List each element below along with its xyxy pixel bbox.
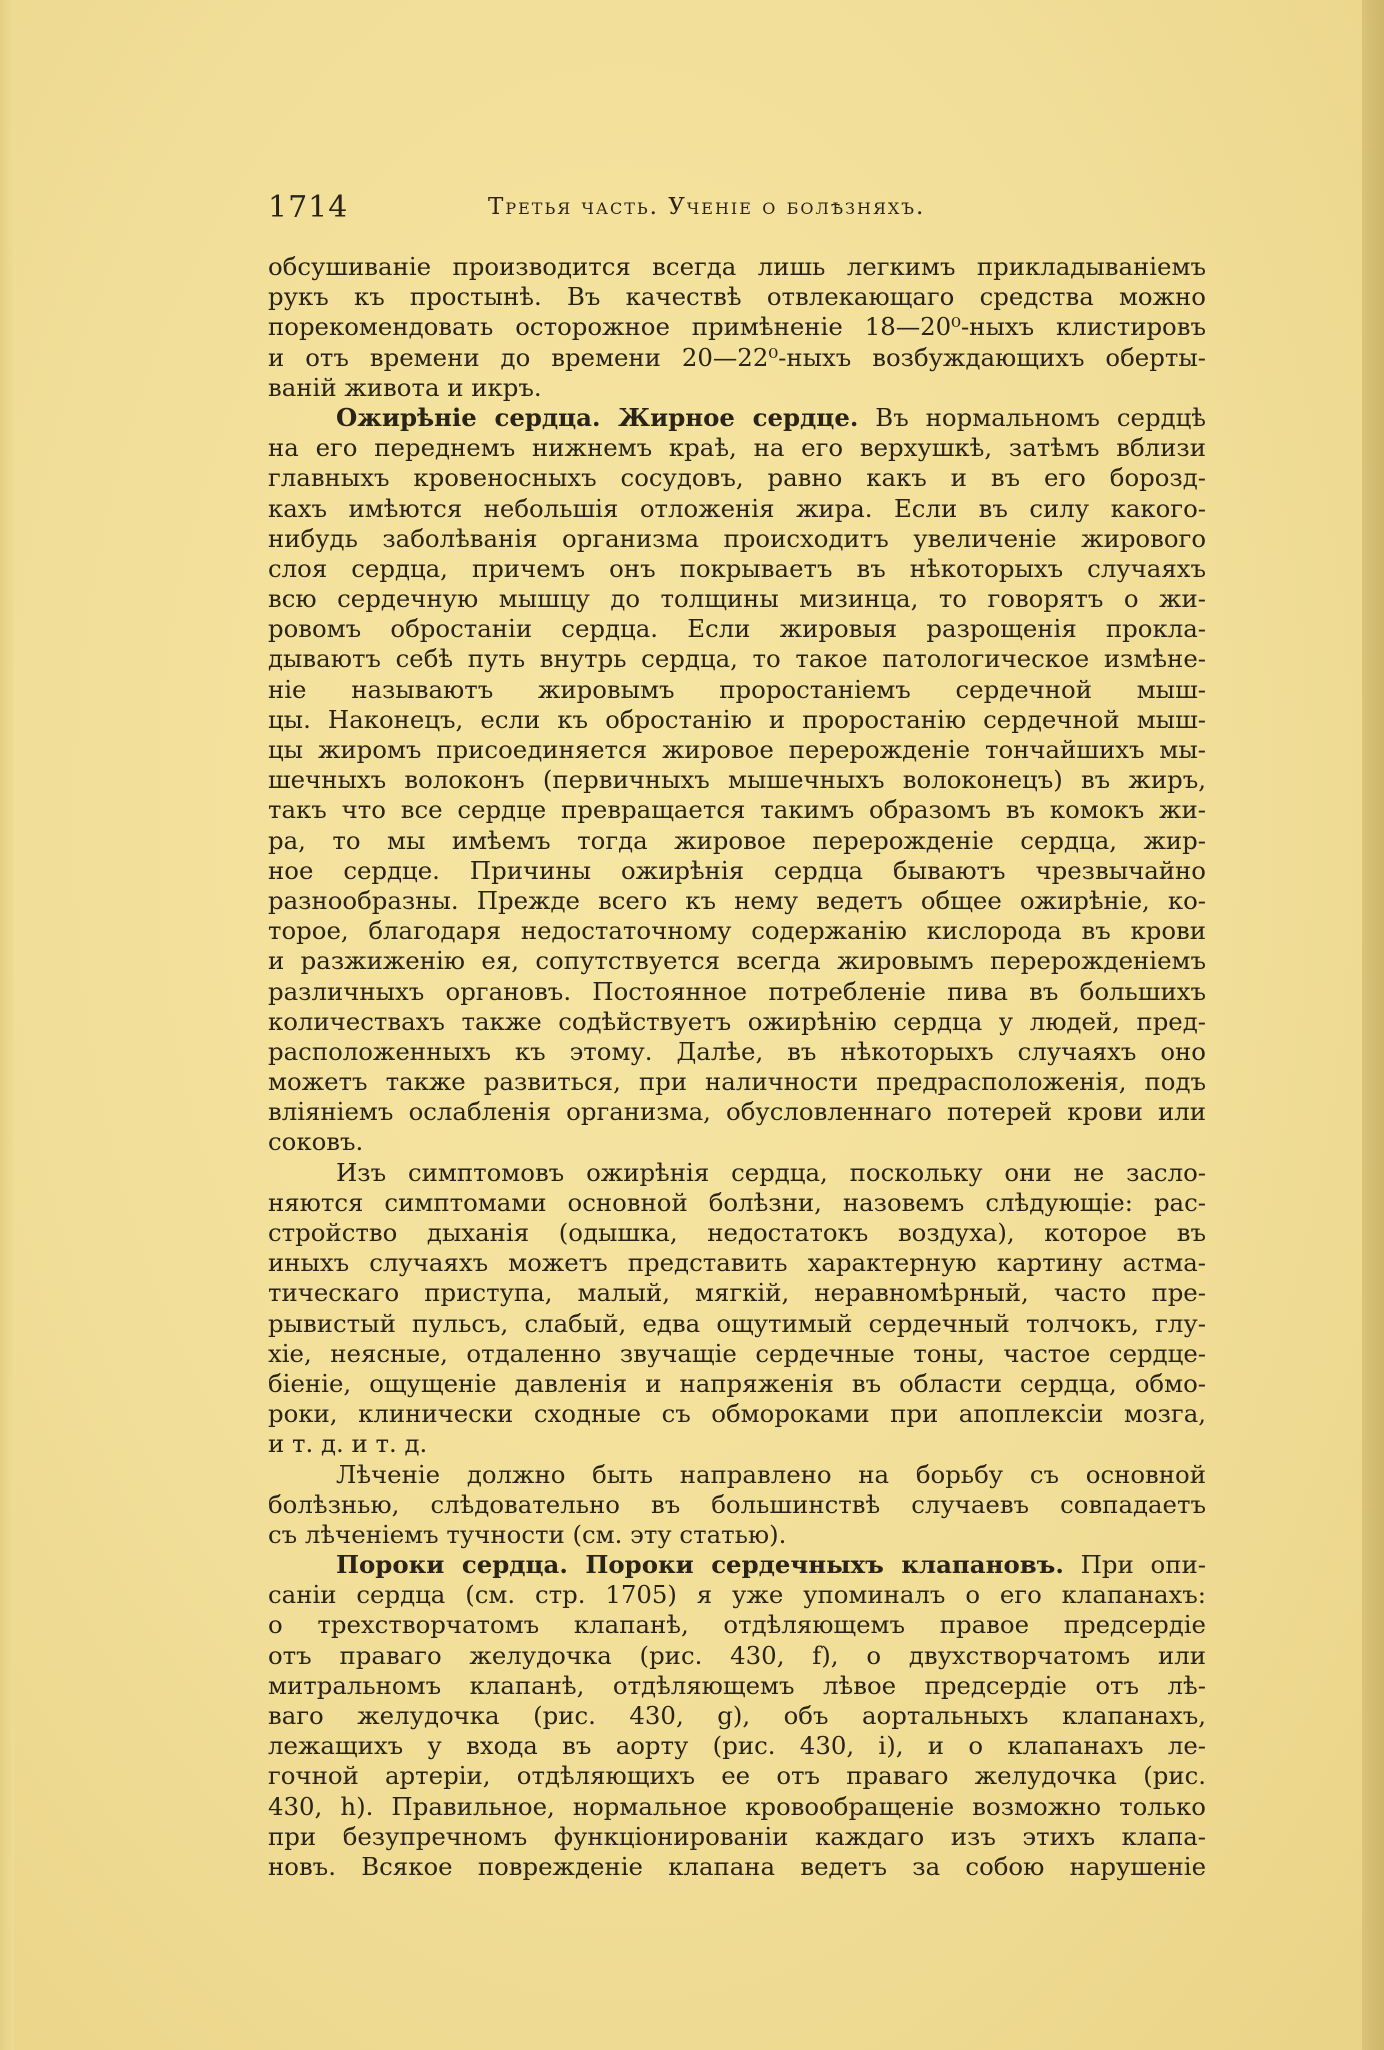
text-line xyxy=(268,282,1206,312)
text-line xyxy=(268,524,1206,554)
running-head: Третья часть. Ученіе о болѣзняхъ. xyxy=(488,194,926,220)
line-text: соковъ. xyxy=(268,1127,364,1157)
line-text: хіе, неясные, отдаленно звучащіе сердечные тоны, частое сердце- xyxy=(268,1338,1206,1368)
section-heading: Пороки сердца. Пороки сердечныхъ клапановъ. xyxy=(336,1550,1064,1580)
text-line xyxy=(268,1429,1206,1459)
text-line xyxy=(268,1218,1206,1248)
text-line xyxy=(268,614,1206,644)
line-text: стройство дыханія (одышка, недостатокъ воздуха), которое въ xyxy=(268,1218,1206,1247)
text-line xyxy=(268,252,1206,282)
line-text: ра, то мы имѣемъ тогда жировое перерожденіе сердца, жир- xyxy=(268,825,1206,855)
line-text: и разжиженію ея, сопутствуется всегда жировымъ перерожденіемъ xyxy=(268,946,1206,976)
line-text: на его переднемъ нижнемъ краѣ, на его верхушкѣ, затѣмъ вблизи xyxy=(268,433,1206,463)
text-line xyxy=(268,1701,1206,1731)
text-line xyxy=(268,433,1206,463)
line-text: ніе называютъ жировымъ проростаніемъ сердечной мыш- xyxy=(268,674,1206,704)
line-text: порекомендовать осторожное примѣненіе 18—20⁰-ныхъ клистировъ xyxy=(268,312,1206,342)
line-text: лежащихъ у входа въ аорту (рис. 430, i), и о клапанахъ ле- xyxy=(268,1731,1206,1761)
line-text: ровомъ обростаніи сердца. Если жировыя разрощенія прокла- xyxy=(268,614,1206,644)
text-line xyxy=(268,1610,1206,1640)
text-line xyxy=(268,1278,1206,1308)
line-text: дываютъ себѣ путь внутрь сердца, то такое патологическое измѣне- xyxy=(268,644,1206,674)
text-line xyxy=(268,1490,1206,1520)
line-text: болѣзнью, слѣдовательно въ большинствѣ случаевъ совпадаетъ xyxy=(268,1489,1206,1519)
page-header xyxy=(268,190,1208,226)
page-number: 1714 xyxy=(268,190,349,225)
text-line xyxy=(268,886,1206,916)
text-line xyxy=(268,1550,1206,1580)
text-line xyxy=(268,1067,1206,1097)
line-text: При опи- xyxy=(1063,1550,1206,1580)
line-text: количествахъ также содѣйствуетъ ожирѣнію сердца у людей, пред- xyxy=(268,1006,1206,1036)
line-text: ваній живота и икръ. xyxy=(268,372,542,402)
line-text: нибудь заболѣванія организма происходитъ увеличеніе жирового xyxy=(268,523,1206,553)
line-text: тическаго приступа, малый, мягкій, неравномѣрный, часто пре- xyxy=(268,1278,1206,1308)
line-text: вліяніемъ ослабленія организма, обусловленнаго потерей крови или xyxy=(268,1097,1206,1127)
line-text: различныхъ органовъ. Постоянное потребленіе пива въ большихъ xyxy=(268,976,1206,1006)
line-text: Изъ симптомовъ ожирѣнія сердца, поскольку они не засло- xyxy=(336,1157,1206,1187)
text-line xyxy=(268,735,1206,765)
line-text: цы жиромъ присоединяется жировое перерожденіе тончайшихъ мы- xyxy=(268,735,1206,764)
text-line xyxy=(268,554,1206,584)
text-line xyxy=(268,1007,1206,1037)
body-text xyxy=(268,252,1206,1882)
line-text: главныхъ кровеносныхъ сосудовъ, равно какъ и въ его борозд- xyxy=(268,463,1206,493)
line-text: новъ. Всякое поврежденіе клапана ведетъ за собою нарушеніе xyxy=(268,1851,1206,1881)
text-line xyxy=(268,584,1206,614)
line-text: съ лѣченіемъ тучности (см. эту статью). xyxy=(268,1519,787,1549)
line-text: о трехстворчатомъ клапанѣ, отдѣляющемъ правое предсердіе xyxy=(268,1610,1206,1640)
line-text: рывистый пульсъ, слабый, едва ощутимый сердечный толчокъ, глу- xyxy=(268,1308,1206,1338)
line-text: митральномъ клапанѣ, отдѣляющемъ лѣвое предсердіе отъ лѣ- xyxy=(268,1670,1206,1700)
line-text: роки, клинически сходные съ обмороками при апоплексіи мозга, xyxy=(268,1399,1206,1429)
text-line xyxy=(268,1731,1206,1761)
line-text: иныхъ случаяхъ можетъ представить характерную картину астма- xyxy=(268,1248,1206,1278)
text-line xyxy=(268,494,1206,524)
line-text: рукъ къ простынѣ. Въ качествѣ отвлекающаго средства можно xyxy=(268,282,1206,312)
text-line xyxy=(268,644,1206,674)
text-line xyxy=(268,795,1206,825)
text-line xyxy=(268,373,1206,403)
text-line xyxy=(268,1369,1206,1399)
line-text: торое, благодаря недостаточному содержанію кислорода въ крови xyxy=(268,916,1206,946)
text-line xyxy=(268,1339,1206,1369)
line-text: разнообразны. Прежде всего къ нему ведетъ общее ожирѣніе, ко- xyxy=(268,885,1206,915)
text-line xyxy=(268,1158,1206,1188)
line-text: слоя сердца, причемъ онъ покрываетъ въ нѣкоторыхъ случаяхъ xyxy=(268,553,1206,583)
text-line xyxy=(268,946,1206,976)
text-line xyxy=(268,463,1206,493)
text-line xyxy=(268,916,1206,946)
text-line xyxy=(268,1641,1206,1671)
line-text: шечныхъ волоконъ (первичныхъ мышечныхъ волоконецъ) въ жиръ, xyxy=(268,765,1206,795)
text-line xyxy=(268,403,1206,433)
text-line xyxy=(268,675,1206,705)
line-text: и т. д. и т. д. xyxy=(268,1429,428,1459)
line-text: обсушиваніе производится всегда лишь легкимъ прикладываніемъ xyxy=(268,252,1206,281)
text-line xyxy=(268,343,1206,373)
line-text: можетъ также развиться, при наличности предрасположенія, подъ xyxy=(268,1067,1206,1097)
page-edge-right xyxy=(1362,0,1384,2050)
line-text: біеніе, ощущеніе давленія и напряженія въ области сердца, обмо- xyxy=(268,1368,1206,1398)
text-line xyxy=(268,1399,1206,1429)
line-text: отъ праваго желудочка (рис. 430, f), о двухстворчатомъ или xyxy=(268,1640,1206,1670)
text-line xyxy=(268,1761,1206,1791)
text-line xyxy=(268,1520,1206,1550)
line-text: ное сердце. Причины ожирѣнія сердца бываютъ чрезвычайно xyxy=(268,855,1206,885)
line-text: саніи сердца (см. стр. 1705) я уже упоминалъ о его клапанахъ: xyxy=(268,1580,1206,1610)
text-line xyxy=(268,1792,1206,1822)
line-text: расположенныхъ къ этому. Далѣе, въ нѣкоторыхъ случаяхъ оно xyxy=(268,1036,1206,1066)
line-text: и отъ времени до времени 20—22⁰-ныхъ возбуждающихъ оберты- xyxy=(268,342,1206,372)
text-line xyxy=(268,1097,1206,1127)
text-line xyxy=(268,1127,1206,1157)
line-text: цы. Наконецъ, если къ обростанію и проростанію сердечной мыш- xyxy=(268,704,1206,734)
line-text: Въ нормальномъ сердцѣ xyxy=(858,402,1206,432)
text-line xyxy=(268,1188,1206,1218)
line-text: гочной артеріи, отдѣляющихъ ее отъ праваго желудочка (рис. xyxy=(268,1761,1206,1791)
text-line xyxy=(268,826,1206,856)
text-line xyxy=(268,705,1206,735)
line-text: 430, h). Правильное, нормальное кровообращеніе возможно только xyxy=(268,1791,1206,1821)
text-line xyxy=(268,1309,1206,1339)
line-text: Лѣченіе должно быть направлено на борьбу съ основной xyxy=(336,1459,1206,1489)
line-text: ваго желудочка (рис. 430, g), объ аортальныхъ клапанахъ, xyxy=(268,1701,1206,1730)
text-line xyxy=(268,1460,1206,1490)
text-line xyxy=(268,312,1206,342)
line-text: няются симптомами основной болѣзни, назовемъ слѣдующіе: рас- xyxy=(268,1187,1206,1217)
text-line xyxy=(268,1852,1206,1882)
text-line xyxy=(268,1671,1206,1701)
line-text: при безупречномъ функціонированіи каждаго изъ этихъ клапа- xyxy=(268,1821,1206,1851)
text-line xyxy=(268,1822,1206,1852)
text-line xyxy=(268,1248,1206,1278)
line-text: кахъ имѣются небольшія отложенія жира. Если въ силу какого- xyxy=(268,493,1206,523)
text-line xyxy=(268,977,1206,1007)
section-heading: Ожирѣніе сердца. Жирное сердце. xyxy=(336,402,859,432)
page-edge-left xyxy=(0,0,14,2050)
text-line xyxy=(268,856,1206,886)
text-line xyxy=(268,765,1206,795)
text-line xyxy=(268,1580,1206,1610)
line-text: такъ что все сердце превращается такимъ образомъ въ комокъ жи- xyxy=(268,795,1206,825)
line-text: всю сердечную мышцу до толщины мизинца, то говорятъ о жи- xyxy=(268,584,1206,614)
text-line xyxy=(268,1037,1206,1067)
